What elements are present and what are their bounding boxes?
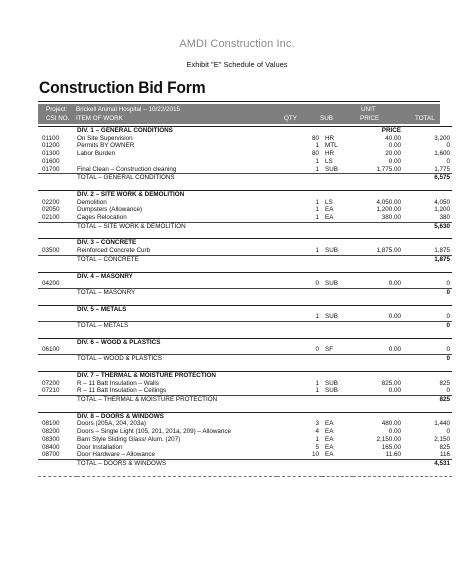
item-unit-price: 1,200.00 bbox=[376, 206, 401, 214]
division-total-label: TOTAL – MASONRY bbox=[77, 288, 277, 296]
item-description bbox=[77, 280, 277, 288]
division-price-header bbox=[353, 412, 401, 420]
item-quantity: 4 bbox=[315, 428, 319, 436]
item-unit-price: 165.00 bbox=[381, 443, 401, 451]
item-unit: MTL bbox=[325, 142, 338, 150]
item-quantity: 1 bbox=[315, 165, 319, 173]
division-total-value: 4,531 bbox=[401, 459, 452, 467]
line-item-row bbox=[38, 313, 452, 321]
item-unit: LS bbox=[325, 157, 333, 165]
division-spacer bbox=[38, 363, 452, 372]
csi-code: 06100 bbox=[42, 346, 60, 354]
item-description: Dumpsters (Allowance) bbox=[77, 206, 143, 214]
item-unit: EA bbox=[325, 206, 334, 214]
item-quantity: 3 bbox=[315, 420, 319, 428]
item-unit: EA bbox=[325, 420, 334, 428]
item-total: 825 bbox=[439, 379, 450, 387]
division-total-row bbox=[38, 174, 452, 182]
division-total-value: 0 bbox=[401, 355, 452, 363]
item-description: Final Clean – Construction cleaning bbox=[77, 165, 177, 173]
item-total: 825 bbox=[439, 443, 450, 451]
item-unit: SUB bbox=[325, 280, 338, 288]
item-description: Barn Style Sliding Glass/ Alum. (207) bbox=[77, 435, 181, 443]
division-spacer bbox=[38, 230, 452, 239]
division-title: DIV. 1 – GENERAL CONDITIONS bbox=[77, 127, 277, 135]
division-title: DIV. 2 – SITE WORK & DEMOLITION bbox=[77, 190, 277, 198]
csi-code: 01100 bbox=[42, 134, 60, 142]
item-total: 0 bbox=[446, 142, 450, 150]
division-total-label: TOTAL – SITE WORK & DEMOLITION bbox=[77, 222, 277, 230]
table-header bbox=[38, 104, 440, 124]
item-unit: EA bbox=[325, 443, 334, 451]
division-price-header bbox=[353, 272, 401, 280]
item-quantity: 80 bbox=[311, 150, 319, 158]
division-title: DIV. 7 – THERMAL & MOISTURE PROTECTION bbox=[77, 371, 277, 379]
item-quantity: 1 bbox=[315, 198, 319, 206]
division-heading bbox=[38, 338, 452, 346]
item-unit-price: 0.00 bbox=[388, 313, 401, 321]
item-unit-price: 480.00 bbox=[381, 420, 401, 428]
item-description: Permits BY OWNER bbox=[77, 142, 135, 150]
division-total-row bbox=[38, 255, 452, 263]
item-quantity: 1 bbox=[315, 387, 319, 395]
item-description: Demolition bbox=[77, 198, 107, 206]
item-quantity: 5 bbox=[315, 443, 319, 451]
item-unit-price: 0.00 bbox=[388, 428, 401, 436]
line-item-row bbox=[38, 199, 452, 207]
division-total-label: TOTAL – METALS bbox=[77, 322, 277, 330]
item-unit-price: 1,875.00 bbox=[376, 247, 401, 255]
item-quantity: 1 bbox=[315, 157, 319, 165]
line-item-row bbox=[38, 436, 452, 444]
csi-code: 01700 bbox=[42, 165, 60, 173]
division-price-header: PRICE bbox=[353, 127, 401, 135]
item-total: 380 bbox=[439, 214, 450, 222]
line-item-row bbox=[38, 206, 452, 214]
csi-code: 01300 bbox=[42, 150, 60, 158]
item-unit: LS bbox=[325, 198, 333, 206]
item-total: 0 bbox=[446, 313, 450, 321]
division-price-header bbox=[353, 190, 401, 198]
csi-code: 02200 bbox=[42, 198, 60, 206]
item-unit: HR bbox=[325, 134, 335, 142]
item-unit-price: 4,050.00 bbox=[376, 198, 401, 206]
item-unit-price: 0.00 bbox=[388, 346, 401, 354]
csi-code: 07200 bbox=[42, 379, 60, 387]
item-unit: SUB bbox=[325, 379, 338, 387]
item-description: Labor Burden bbox=[77, 150, 116, 158]
division-heading bbox=[38, 127, 452, 135]
division-total-value: 0 bbox=[401, 322, 452, 330]
division-title: DIV. 3 – CONCRETE bbox=[77, 239, 277, 247]
division-total-row bbox=[38, 322, 452, 330]
csi-code: 08100 bbox=[42, 420, 60, 428]
division-title: DIV. 4 – MASONRY bbox=[77, 272, 277, 280]
item-description: Doors – Single Light (105, 201, 201a, 209) – Allowance bbox=[77, 428, 232, 436]
line-item-row bbox=[38, 214, 452, 222]
item-quantity: 1 bbox=[315, 435, 319, 443]
item-quantity: 1 bbox=[315, 313, 319, 321]
item-total: 1,440 bbox=[434, 420, 450, 428]
line-item-row bbox=[38, 387, 452, 395]
item-unit: HR bbox=[325, 150, 335, 158]
item-quantity: 10 bbox=[311, 451, 319, 459]
item-total: 3,200 bbox=[434, 134, 450, 142]
item-description: On Site Supervision bbox=[77, 134, 133, 142]
item-total: 0 bbox=[446, 387, 450, 395]
line-item-row bbox=[38, 247, 452, 255]
division-total-row bbox=[38, 222, 452, 230]
division-heading bbox=[38, 371, 452, 379]
csi-code: 08400 bbox=[42, 443, 60, 451]
item-quantity: 1 bbox=[315, 379, 319, 387]
csi-code: 02050 bbox=[42, 206, 60, 214]
csi-code: 08200 bbox=[42, 428, 60, 436]
item-total: 1,600 bbox=[434, 150, 450, 158]
division-total-label: TOTAL – GENERAL CONDITIONS bbox=[77, 174, 277, 182]
item-unit-price: 0.00 bbox=[388, 142, 401, 150]
item-unit-price: 0.00 bbox=[388, 387, 401, 395]
project-value: Brickell Animal Hospital – 10/22/2015 bbox=[76, 106, 180, 113]
line-item-row bbox=[38, 346, 452, 354]
line-item-row bbox=[38, 428, 452, 436]
division-total-row bbox=[38, 288, 452, 296]
item-total: 0 bbox=[446, 280, 450, 288]
item-unit-price: 11.60 bbox=[385, 451, 401, 459]
item-description: Door Installation bbox=[77, 443, 123, 451]
total-label: TOTAL bbox=[415, 115, 435, 122]
division-price-header bbox=[353, 371, 401, 379]
division-heading bbox=[38, 239, 452, 247]
line-item-row bbox=[38, 444, 452, 452]
item-unit-price: 0.00 bbox=[388, 157, 401, 165]
line-item-row bbox=[38, 420, 452, 428]
division-spacer bbox=[38, 182, 452, 191]
sub-label: SUB bbox=[320, 115, 333, 122]
project-label: Project: bbox=[46, 106, 68, 113]
item-total: 1,775 bbox=[434, 165, 450, 173]
item-unit-price: 0.00 bbox=[388, 280, 401, 288]
item-unit: SUB bbox=[325, 247, 338, 255]
item-unit: SUB bbox=[325, 387, 338, 395]
item-unit-price: 825.00 bbox=[381, 379, 401, 387]
line-item-row bbox=[38, 166, 452, 174]
division-total-label: TOTAL – CONCRETE bbox=[77, 255, 277, 263]
item-unit-price: 2,150.00 bbox=[376, 435, 401, 443]
item-quantity: 0 bbox=[315, 346, 319, 354]
item-quantity: 0 bbox=[315, 280, 319, 288]
division-spacer bbox=[38, 264, 452, 273]
division-spacer bbox=[38, 297, 452, 306]
item-unit-price: 380.00 bbox=[381, 214, 401, 222]
item-unit-price: 20.00 bbox=[385, 150, 401, 158]
item-total: 0 bbox=[446, 346, 450, 354]
division-price-header bbox=[353, 239, 401, 247]
item-quantity: 80 bbox=[311, 134, 319, 142]
division-heading bbox=[38, 412, 452, 420]
item-label: ITEM OF WORK bbox=[76, 115, 123, 122]
page-title: Construction Bid Form bbox=[39, 78, 206, 97]
division-title: DIV. 8 – DOORS & WINDOWS bbox=[77, 412, 277, 420]
item-quantity: 1 bbox=[315, 206, 319, 214]
division-total-value: 825 bbox=[401, 395, 452, 403]
item-description: Doors (205A, 204, 203a) bbox=[77, 420, 146, 428]
csi-code: 02100 bbox=[42, 214, 60, 222]
division-price-header bbox=[353, 338, 401, 346]
item-total: 1,200 bbox=[434, 206, 450, 214]
item-total: 116 bbox=[439, 451, 450, 459]
item-description: R – 11 Batt Insulation – Ceilings bbox=[77, 387, 167, 395]
item-quantity: 1 bbox=[315, 247, 319, 255]
title-rule bbox=[38, 101, 440, 102]
division-total-value: 6,575 bbox=[401, 174, 452, 182]
division-total-label: TOTAL – THERMAL & MOISTURE PROTECTION bbox=[77, 395, 277, 403]
line-item-row bbox=[38, 280, 452, 288]
line-item-row bbox=[38, 451, 452, 459]
schedule-of-values-table bbox=[38, 126, 452, 477]
item-quantity: 1 bbox=[315, 214, 319, 222]
company-name: AMDI Construction Inc. bbox=[179, 38, 295, 50]
item-unit: EA bbox=[325, 451, 334, 459]
division-total-row bbox=[38, 459, 452, 467]
item-total: 0 bbox=[446, 157, 450, 165]
division-total-value: 1,875 bbox=[401, 255, 452, 263]
item-unit-price: 1,775.00 bbox=[376, 165, 401, 173]
item-total: 4,050 bbox=[434, 198, 450, 206]
division-total-row bbox=[38, 355, 452, 363]
division-spacer bbox=[38, 404, 452, 413]
division-title: DIV. 5 – METALS bbox=[77, 305, 277, 313]
csi-code: 04200 bbox=[42, 280, 60, 288]
item-unit: SF bbox=[325, 346, 334, 354]
item-description: R – 11 Batt Insulation – Walls bbox=[77, 379, 159, 387]
csi-code: 01600 bbox=[42, 157, 60, 165]
item-unit: EA bbox=[325, 428, 334, 436]
line-item-row bbox=[38, 380, 452, 388]
item-unit-price: 40.00 bbox=[385, 134, 401, 142]
price-label: PRICE bbox=[360, 115, 380, 122]
item-description: Door Hardware – Allowance bbox=[77, 451, 156, 459]
division-total-label: TOTAL – WOOD & PLASTICS bbox=[77, 355, 277, 363]
csi-label: CSI NO. bbox=[46, 115, 70, 122]
item-quantity: 1 bbox=[315, 142, 319, 150]
csi-code bbox=[38, 313, 77, 321]
item-total: 0 bbox=[446, 428, 450, 436]
csi-code: 07210 bbox=[42, 387, 60, 395]
division-total-label: TOTAL – DOORS & WINDOWS bbox=[77, 459, 277, 467]
csi-code: 03500 bbox=[42, 247, 60, 255]
item-description bbox=[77, 158, 277, 166]
unit-label: UNIT bbox=[361, 106, 376, 113]
item-unit: SUB bbox=[325, 313, 338, 321]
division-heading bbox=[38, 190, 452, 198]
qty-label: QTY bbox=[284, 115, 297, 122]
item-description: Cages Relocation bbox=[77, 214, 127, 222]
division-total-value: 0 bbox=[401, 288, 452, 296]
item-description bbox=[77, 346, 277, 354]
division-heading bbox=[38, 305, 452, 313]
division-total-value: 5,630 bbox=[401, 222, 452, 230]
exhibit-title: Exhibit "E" Schedule of Values bbox=[186, 60, 288, 69]
item-description bbox=[77, 313, 277, 321]
division-title: DIV. 6 – WOOD & PLASTICS bbox=[77, 338, 277, 346]
line-item-row bbox=[38, 150, 452, 158]
item-description: Reinforced Concrete Curb bbox=[77, 247, 151, 255]
division-spacer bbox=[38, 330, 452, 339]
item-unit: EA bbox=[325, 214, 334, 222]
csi-code: 08700 bbox=[42, 451, 60, 459]
division-heading bbox=[38, 272, 452, 280]
csi-code: 08300 bbox=[42, 435, 60, 443]
division-total-row bbox=[38, 395, 452, 403]
item-total: 2,150 bbox=[434, 435, 450, 443]
csi-code: 01200 bbox=[42, 142, 60, 150]
line-item-row bbox=[38, 158, 452, 166]
item-total: 1,875 bbox=[434, 247, 450, 255]
item-unit: EA bbox=[325, 435, 334, 443]
line-item-row bbox=[38, 135, 452, 143]
item-unit: SUB bbox=[325, 165, 338, 173]
division-spacer bbox=[38, 468, 452, 477]
division-price-header bbox=[353, 305, 401, 313]
line-item-row bbox=[38, 142, 452, 150]
